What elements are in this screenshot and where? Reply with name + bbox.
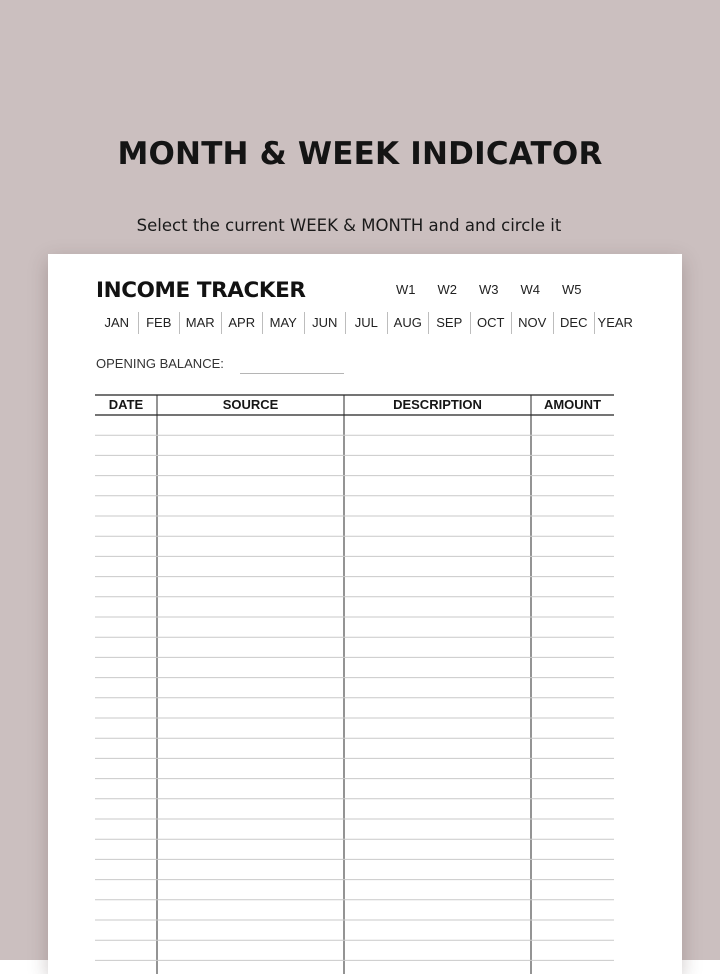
month-oct[interactable]: OCT: [470, 312, 512, 334]
month-feb[interactable]: FEB: [138, 312, 180, 334]
promo-heading: MONTH & WEEK INDICATOR: [117, 136, 603, 172]
week-w4[interactable]: W4: [520, 282, 540, 297]
column-header-source: SOURCE: [222, 397, 279, 412]
month-apr[interactable]: APR: [221, 312, 263, 334]
month-nov[interactable]: NOV: [511, 312, 553, 334]
month-sep[interactable]: SEP: [428, 312, 470, 334]
month-year[interactable]: YEAR: [594, 312, 636, 334]
column-header-date: DATE: [108, 397, 144, 412]
month-may[interactable]: MAY: [262, 312, 304, 334]
table-grid-lines: [95, 394, 614, 974]
week-w5[interactable]: W5: [562, 282, 582, 297]
month-mar[interactable]: MAR: [179, 312, 221, 334]
column-header-description: DESCRIPTION: [393, 397, 482, 412]
week-w2[interactable]: W2: [437, 282, 457, 297]
opening-balance-label: OPENING BALANCE:: [96, 356, 224, 371]
month-dec[interactable]: DEC: [553, 312, 595, 334]
month-jun[interactable]: JUN: [304, 312, 346, 334]
month-jul[interactable]: JUL: [345, 312, 387, 334]
income-tracker-sheet: [48, 254, 682, 974]
promo-subheading: Select the current WEEK & MONTH and and circle it: [136, 216, 562, 235]
column-header-amount: AMOUNT: [543, 397, 602, 412]
opening-balance-field[interactable]: [240, 373, 344, 374]
week-w1[interactable]: W1: [396, 282, 416, 297]
income-table: [95, 394, 614, 974]
week-indicator: [385, 282, 593, 297]
tracker-title: INCOME TRACKER: [96, 278, 306, 303]
month-aug[interactable]: AUG: [387, 312, 429, 334]
month-indicator: [96, 312, 636, 334]
week-w3[interactable]: W3: [479, 282, 499, 297]
month-jan[interactable]: JAN: [104, 315, 130, 330]
